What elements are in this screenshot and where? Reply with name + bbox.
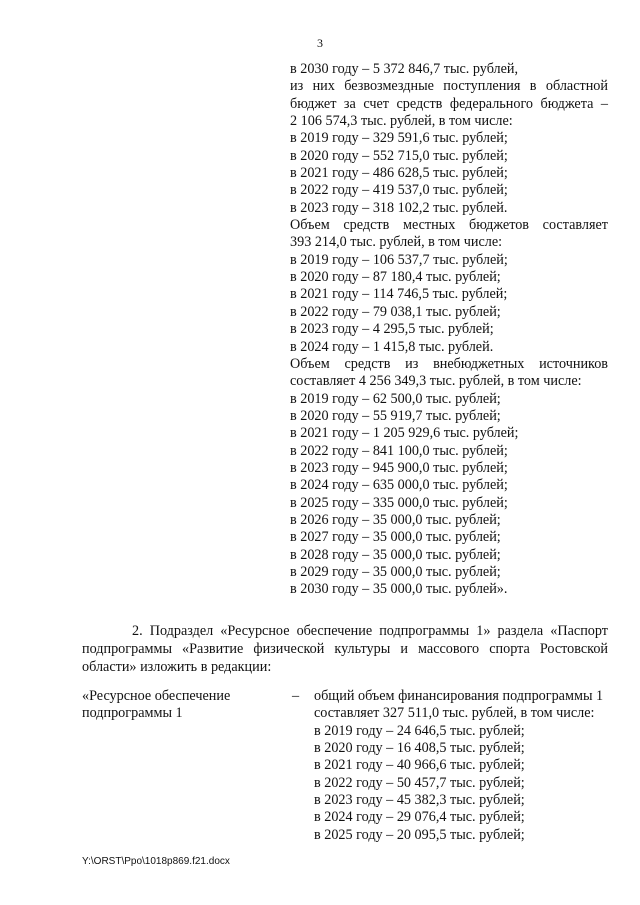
financing-line: в 2028 году – 35 000,0 тыс. рублей; xyxy=(290,546,501,563)
footer-file-path: Y:\ORST\Ppo\1018p869.f21.docx xyxy=(82,856,230,867)
resource-line: в 2021 году – 40 966,6 тыс. рублей; xyxy=(314,757,525,774)
financing-line: в 2021 году – 1 205 929,6 тыс. рублей; xyxy=(290,425,519,442)
resource-line: в 2020 году – 16 408,5 тыс. рублей; xyxy=(314,740,525,757)
financing-line: в 2022 году – 79 038,1 тыс. рублей; xyxy=(290,303,501,320)
financing-line: в 2019 году – 62 500,0 тыс. рублей; xyxy=(290,390,501,407)
financing-line: в 2020 году – 87 180,4 тыс. рублей; xyxy=(290,269,501,286)
financing-line: в 2030 году – 5 372 846,7 тыс. рублей, xyxy=(290,61,519,77)
financing-line: в 2030 году – 35 000,0 тыс. рублей». xyxy=(290,581,508,598)
financing-line: в 2019 году – 329 591,6 тыс. рублей; xyxy=(290,130,508,147)
upper-financing-block xyxy=(290,61,608,599)
resource-line: в 2022 году – 50 457,7 тыс. рублей; xyxy=(314,774,525,791)
resource-line: составляет 327 511,0 тыс. рублей, в том числе: xyxy=(314,705,595,722)
financing-line: Объем средств из внебюджетных источников xyxy=(290,355,608,372)
paragraph-line: 2. Подраздел «Ресурсное обеспечение подпрограммы 1» раздела «Паспорт xyxy=(132,623,608,639)
financing-line: в 2029 году – 35 000,0 тыс. рублей; xyxy=(290,563,501,580)
financing-line: в 2024 году – 635 000,0 тыс. рублей; xyxy=(290,477,508,494)
paragraph-line: подпрограммы «Развитие физической культуры и массового спорта Ростовской xyxy=(82,641,608,657)
financing-line: в 2021 году – 114 746,5 тыс. рублей; xyxy=(290,286,508,303)
resource-line: в 2025 году – 20 095,5 тыс. рублей; xyxy=(314,826,525,843)
financing-line: 2 106 574,3 тыс. рублей, в том числе: xyxy=(290,113,513,130)
resource-line: общий объем финансирования подпрограммы 1 xyxy=(314,688,604,704)
financing-line: в 2026 году – 35 000,0 тыс. рублей; xyxy=(290,511,501,528)
financing-line: в 2023 году – 318 102,2 тыс. рублей. xyxy=(290,199,508,216)
financing-line: в 2023 году – 945 900,0 тыс. рублей; xyxy=(290,459,508,476)
financing-line: из них безвозмездные поступления в областной xyxy=(290,78,608,95)
financing-line: в 2025 году – 335 000,0 тыс. рублей; xyxy=(290,494,508,511)
resource-financing-block xyxy=(314,688,608,844)
financing-line: в 2023 году – 4 295,5 тыс. рублей; xyxy=(290,321,494,338)
financing-line: в 2020 году – 552 715,0 тыс. рублей; xyxy=(290,147,508,164)
section-paragraph xyxy=(82,622,608,676)
resource-dash: – xyxy=(292,688,300,704)
financing-line: в 2022 году – 419 537,0 тыс. рублей; xyxy=(290,182,508,199)
resource-line: в 2023 году – 45 382,3 тыс. рублей; xyxy=(314,792,525,809)
financing-line: в 2020 году – 55 919,7 тыс. рублей; xyxy=(290,407,501,424)
resource-label-line: подпрограммы 1 xyxy=(82,705,183,722)
resource-label xyxy=(82,688,272,723)
financing-line: в 2019 году – 106 537,7 тыс. рублей; xyxy=(290,251,508,268)
financing-line: составляет 4 256 349,3 тыс. рублей, в том числе: xyxy=(290,373,582,390)
resource-line: в 2019 году – 24 646,5 тыс. рублей; xyxy=(314,722,525,739)
financing-line: 393 214,0 тыс. рублей, в том числе: xyxy=(290,234,503,251)
page-number: 3 xyxy=(317,36,323,50)
financing-line: в 2022 году – 841 100,0 тыс. рублей; xyxy=(290,442,508,459)
resource-label-line: «Ресурсное обеспечение xyxy=(82,688,231,704)
financing-line: бюджет за счет средств федерального бюджета – xyxy=(290,95,608,112)
paragraph-line: области» изложить в редакции: xyxy=(82,659,272,675)
financing-line: Объем средств местных бюджетов составляет xyxy=(290,217,608,234)
financing-line: в 2021 году – 486 628,5 тыс. рублей; xyxy=(290,165,508,182)
financing-line: в 2024 году – 1 415,8 тыс. рублей. xyxy=(290,338,494,355)
resource-line: в 2024 году – 29 076,4 тыс. рублей; xyxy=(314,809,525,826)
financing-line: в 2027 году – 35 000,0 тыс. рублей; xyxy=(290,529,501,546)
